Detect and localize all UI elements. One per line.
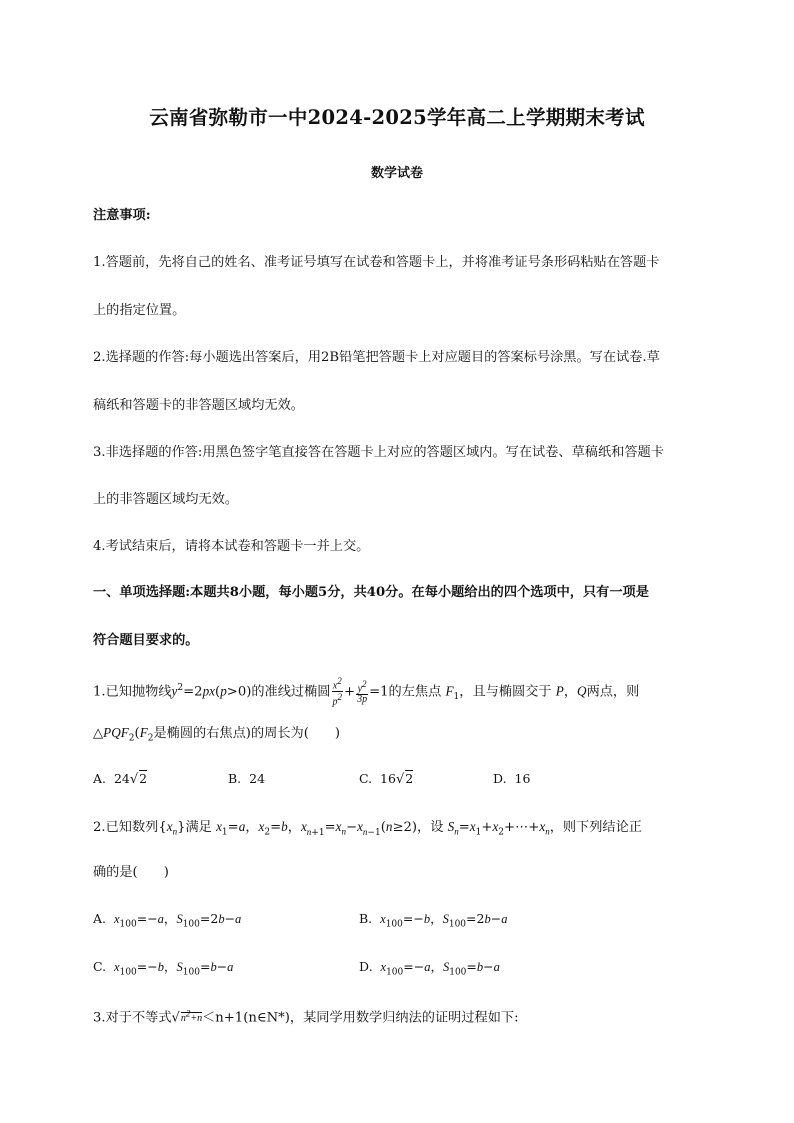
q1-option-a: A. 24√2 (93, 771, 148, 787)
notice-line-2: 上的指定位置。 (93, 303, 186, 318)
q1-option-b: B. 24 (228, 771, 266, 786)
q1-text-4: ，且与椭圆交于 (459, 684, 552, 700)
notice-line-7: 4.考试结束后，请将本试卷和答题卡一并上交。 (93, 539, 370, 554)
q1-text-1: 1.已知抛物线 (93, 684, 172, 700)
q1-text-2: 的准线过椭圆 (251, 684, 331, 700)
q2-text-1: 2.已知数列{ (93, 820, 167, 835)
q2-option-b: B. $x_{100}=-b$，$S_{100}=2b-a$ (359, 911, 508, 930)
section-heading-line-2: 符合题目要求的。 (93, 633, 199, 648)
q2-option-a: A. $x_{100}=-a$，$S_{100}=2b-a$ (93, 911, 242, 930)
q2-option-c: C. $x_{100}=-b$，$S_{100}=b-a$ (93, 959, 234, 978)
q1-option-c: C. 16√2 (359, 771, 414, 787)
notice-line-4: 稿纸和答题卡的非答题区域均无效。 (93, 398, 304, 413)
q2-text-5: 确的是( (93, 865, 138, 880)
question-1-line-2: $\triangle PQF_2(F_2$是椭圆的右焦点)的周长为( ) (93, 725, 340, 744)
q1-text-5: 两点，则 (586, 684, 640, 700)
notice-line-3: 2.选择题的作答:每小题选出答案后，用2B铅笔把答题卡上对应题目的答案标号涂黑。写在试卷.草 (93, 350, 660, 365)
question-1-line-1: 1.已知抛物线$y^2=2px(p>0)$的准线过椭圆 $\frac{x^2}{p^2}$ + $\frac{y^2}{3p}$ =1的左焦点 $F_1$，且与椭圆交于 P，Q两点，则 (93, 676, 640, 708)
question-3-line-1: 3.对于不等式$√n^2+n<n+1(n\in N*)$，某同学用数学归纳法的证明过程如下: (93, 1009, 519, 1026)
q2-option-d: D. $x_{100}=-a$，$S_{100}=b-a$ (359, 959, 500, 978)
question-2-line-1: 2.已知数列$\{x_n\}$满足 $x_1=a$，$x_2=b$，$x_{n+1}=x_n-x_{n-1}(n\ge 2)$，设 $S_n=x_1+x_2+\cdots+x_n$，则下列结论正 (93, 819, 642, 838)
q1-option-d: D. 16 (493, 771, 531, 786)
section-heading-line-1: 一、单项选择题:本题共8小题，每小题5分，共40分。在每小题给出的四个选项中，只有一项是 (93, 585, 649, 600)
notice-line-1: 1.答题前，先将自己的姓名、准考证号填写在试卷和答题卡上，并将准考证号条形码粘贴在答题卡 (93, 255, 660, 270)
q3-text-2: ＜n+1(n∈N*)，某同学用数学归纳法的证明过程如下: (202, 1010, 519, 1026)
question-2-line-2 (93, 863, 169, 883)
q2-text-2: }满足 (177, 820, 212, 835)
q1-text-3: =1的左焦点 (369, 684, 442, 700)
notice-line-5: 3.非选择题的作答:用黑色签字笔直接答在答题卡上对应的答题区域内。写在试卷、草稿纸和答题卡 (93, 445, 664, 460)
q2-text-4: ，则下列结论正 (549, 820, 642, 835)
notice-line-6: 上的非答题区域均无效。 (93, 492, 239, 507)
q2-text-3: ，设 (417, 820, 444, 835)
q1-formula-parabola: y (171, 683, 178, 699)
q1-text-8: ) (334, 726, 340, 741)
notice-heading: 注意事项: (93, 208, 151, 223)
page-title: 云南省弥勒市一中2024-2025学年高二上学期期末考试 (149, 106, 645, 129)
q1-text-7: 是椭圆的右焦点)的周长为( (153, 726, 309, 741)
q1-text-6: ( (134, 726, 140, 741)
q3-text-1: 3.对于不等式 (93, 1010, 172, 1026)
q2-text-6: ) (163, 865, 169, 880)
page-subtitle: 数学试卷 (370, 166, 423, 181)
